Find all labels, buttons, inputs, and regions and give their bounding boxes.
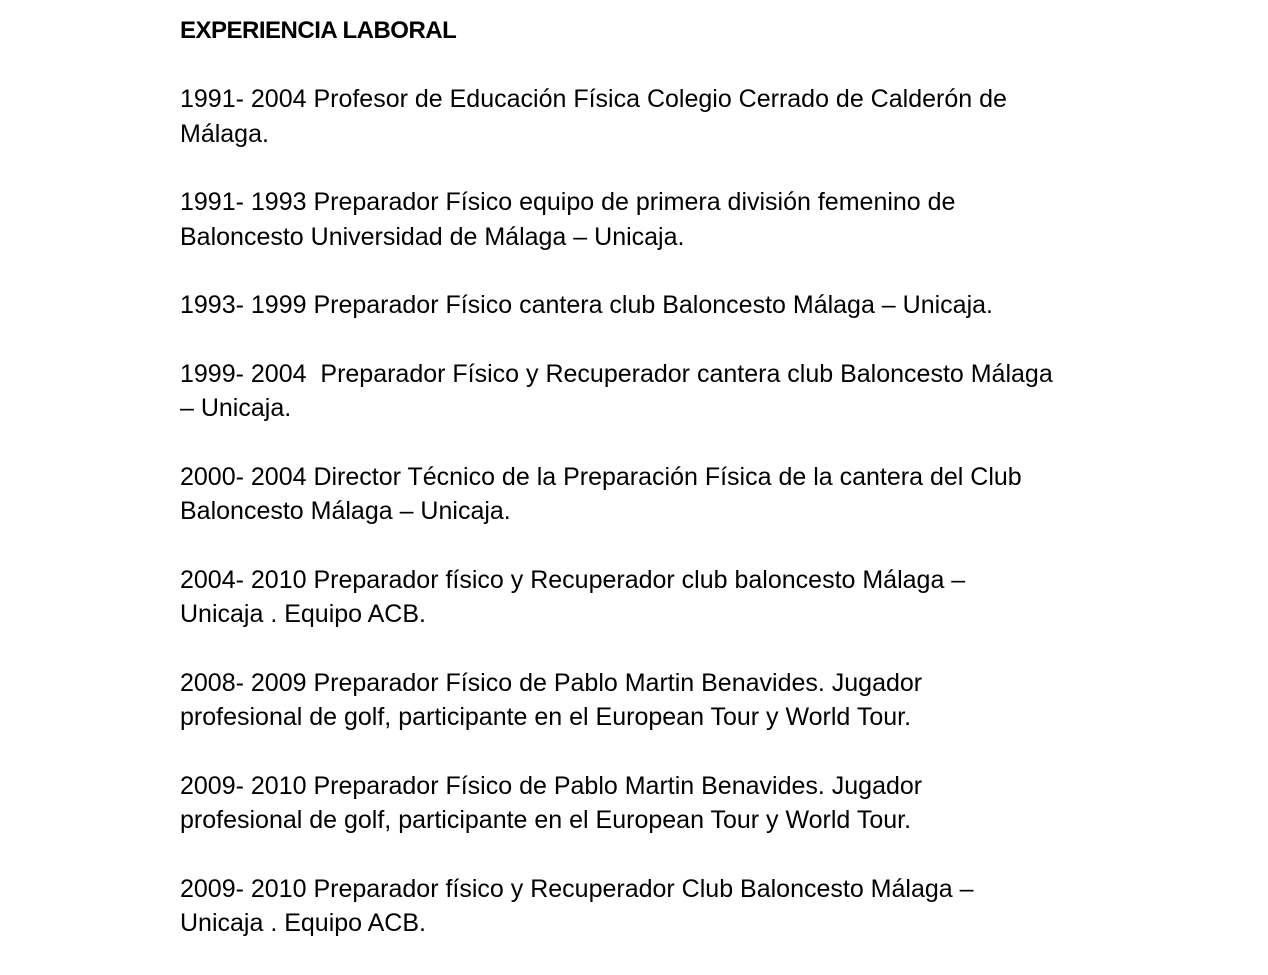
- experience-entry: [180, 769, 1100, 838]
- section-title: EXPERIENCIA LABORAL: [180, 17, 457, 44]
- experience-entry: [180, 288, 1100, 323]
- entry-line: Unicaja . Equipo ACB.: [180, 909, 426, 937]
- entry-line: 2004- 2010 Preparador físico y Recuperador club baloncesto Málaga –: [180, 565, 966, 594]
- entry-line: Baloncesto Universidad de Málaga – Unicaja.: [180, 222, 685, 251]
- entry-line: 2009- 2010 Preparador Físico de Pablo Martin Benavides. Jugador: [180, 771, 923, 800]
- experience-entry: [180, 357, 1100, 426]
- entry-line: – Unicaja.: [180, 394, 292, 422]
- entry-line: Baloncesto Málaga – Unicaja.: [180, 497, 511, 525]
- entry-line: Unicaja . Equipo ACB.: [180, 600, 426, 628]
- entry-line: profesional de golf, participante en el European Tour y World Tour.: [180, 703, 912, 731]
- entry-line: 2009- 2010 Preparador físico y Recuperador Club Baloncesto Málaga –: [180, 874, 974, 903]
- entry-line: profesional de golf, participante en el European Tour y World Tour.: [180, 806, 912, 834]
- document-page: [180, 14, 1100, 975]
- experience-entry: [180, 185, 1100, 254]
- entry-line: 1999- 2004 Preparador Físico y Recuperador cantera club Baloncesto Málaga: [180, 359, 1053, 388]
- experience-entry: [180, 82, 1100, 151]
- experience-entry: [180, 460, 1100, 529]
- entry-line: 2008- 2009 Preparador Físico de Pablo Martin Benavides. Jugador: [180, 668, 923, 697]
- entry-line: 2000- 2004 Director Técnico de la Preparación Física de la cantera del Club: [180, 462, 1022, 491]
- experience-entry: [180, 872, 1100, 941]
- entry-line: 1991- 1993 Preparador Físico equipo de primera división femenino de: [180, 188, 956, 216]
- entry-line: Málaga.: [180, 119, 269, 148]
- experience-entry: [180, 666, 1100, 735]
- entry-line: 1991- 2004 Profesor de Educación Física Colegio Cerrado de Calderón de: [180, 85, 1007, 113]
- entry-line: 1993- 1999 Preparador Físico cantera club Baloncesto Málaga – Unicaja.: [180, 291, 993, 319]
- experience-entry: [180, 563, 1100, 632]
